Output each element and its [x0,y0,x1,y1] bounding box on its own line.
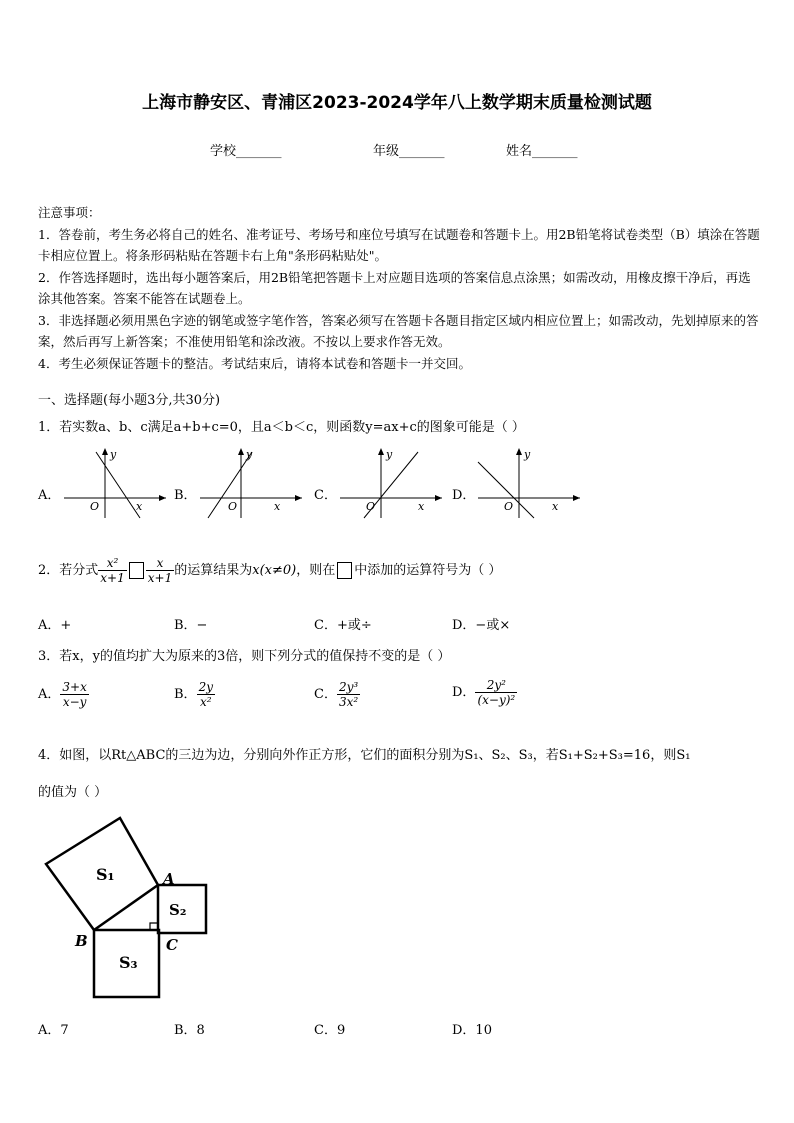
origin-label: O [228,500,238,513]
operator-box [337,562,352,579]
vertex-b: B [75,932,88,950]
q4-option-c: C．9 [314,1023,346,1038]
y-axis-label: y [524,448,531,461]
note-item: 4．考生必须保证答题卡的整洁。考试结束后，请将本试卷和答题卡一并交回。 [38,355,471,371]
q3-option-b-label: B． [174,687,197,702]
q2-post-2: 中添加的运算符号为（ ） [354,563,502,578]
grade-field: 年级_______ [373,144,445,159]
q4-option-a: A．7 [38,1023,69,1038]
q1-graph-c [334,444,446,522]
q1-option-a-label: A． [38,488,61,503]
q3-d-numerator: 2y² [475,678,517,693]
q4-option-b: B．8 [174,1023,205,1038]
q1-graph-b [194,444,306,522]
q3-b-denominator: x² [199,695,212,709]
q2-pre: 2．若分式 [38,563,99,578]
q2-mid: 的运算结果为 [174,563,253,578]
q2-option-a: A．+ [38,618,72,633]
q1-option-d-label: D． [452,488,476,503]
x-axis-label: x [552,500,559,513]
q1-graph-d [472,444,584,522]
q2-f1-denominator: x+1 [100,571,125,585]
q2-f1-numerator: x² [98,556,126,571]
question-2-stem [38,556,501,585]
q3-option-d [452,678,517,707]
note-item: 1．答卷前，考生务必将自己的姓名、准考证号、考场号和座位号填写在试题卷和答题卡上。用2B铅笔将试卷类型（B）填涂在答题卡相应位置上。将条形码粘贴在答题卡右上角"条形码粘贴处"。 [38,226,760,263]
section-heading: 一、选择题(每小题3分,共30分) [38,393,221,408]
q2-fraction-2 [146,556,174,585]
origin-label: O [366,500,376,513]
q2-fraction-1 [98,556,126,585]
q3-d-denominator: (x−y)² [477,693,516,707]
notes-heading: 注意事项： [38,205,101,220]
question-4-stem-line-1: 4．如图，以Rt△ABC的三边为边，分别向外作正方形，它们的面积分别为S₁、S₂、S₃，若S₁+S₂+S₃=16，则S₁ [38,748,691,763]
y-axis-label: y [386,448,393,461]
q2-option-c: C．+或÷ [314,618,372,633]
q3-c-numerator: 2y³ [338,680,359,694]
q2-f2-numerator: x [146,556,174,571]
question-4-stem-line-2: 的值为（ ） [38,785,108,800]
q2-post-1: ，则在 [296,563,336,578]
q1-option-b-label: B． [174,488,197,503]
q4-option-d: D．10 [452,1023,492,1038]
q3-fraction-c [337,680,360,709]
q3-option-c [314,680,360,709]
origin-label: O [90,500,100,513]
q3-option-c-label: C． [314,687,337,702]
notes-block [38,202,760,374]
school-field: 学校_______ [210,144,282,159]
q2-option-b: B．− [174,618,208,633]
q3-fraction-a [60,680,88,709]
q3-b-numerator: 2y [198,680,213,694]
q3-fraction-d [475,678,517,707]
label-s1: S₁ [96,865,115,884]
x-axis-label: x [136,500,143,513]
note-item: 2．作答选择题时，选出每小题答案后，用2B铅笔把答题卡上对应题目选项的答案信息点涂黑；如需改动，用橡皮擦干净后，再选涂其他答案。答案不能答在试题卷上。 [38,269,751,306]
operator-box [129,562,144,579]
page-title: 上海市静安区、青浦区2023-2024学年八上数学期末质量检测试题 [142,93,652,113]
vertex-c: C [166,936,178,954]
question-1-stem: 1．若实数a、b、c满足a+b+c=0，且a＜b＜c，则函数y=ax+c的图象可能是（ ） [38,420,525,435]
origin-label: O [504,500,514,513]
note-item: 3．非选择题必须用黑色字迹的钢笔或签字笔作答，答案必须写在答题卡各题目指定区域内相应位置上；如需改动，先划掉原来的答案，然后再写上新答案；不准使用铅笔和涂改液。不按以上要求作答无效。 [38,312,759,349]
q3-option-a [38,680,89,709]
q4-squares-figure [38,812,218,1004]
q2-option-d: D．−或× [452,618,511,633]
y-axis-label: y [246,448,253,461]
q1-option-c-label: C． [314,488,337,503]
q3-fraction-b [197,680,215,709]
vertex-a: A [163,870,175,888]
q3-a-denominator: x−y [62,695,87,709]
q3-a-numerator: 3+x [62,680,87,694]
q2-f2-denominator: x+1 [147,571,173,585]
name-field: 姓名_______ [506,144,578,159]
y-axis-label: y [110,448,117,461]
q3-c-denominator: 3x² [338,695,359,709]
x-axis-label: x [418,500,425,513]
label-s3: S₃ [119,953,138,972]
q3-option-a-label: A． [38,687,61,702]
question-3-stem: 3．若x，y的值均扩大为原来的3倍，则下列分式的值保持不变的是（ ） [38,649,451,664]
q2-result: x(x≠0) [252,563,297,578]
q1-graph-a [58,444,170,522]
label-s2: S₂ [169,901,187,919]
q3-option-b [174,680,215,709]
x-axis-label: x [274,500,281,513]
q3-option-d-label: D． [452,685,476,700]
